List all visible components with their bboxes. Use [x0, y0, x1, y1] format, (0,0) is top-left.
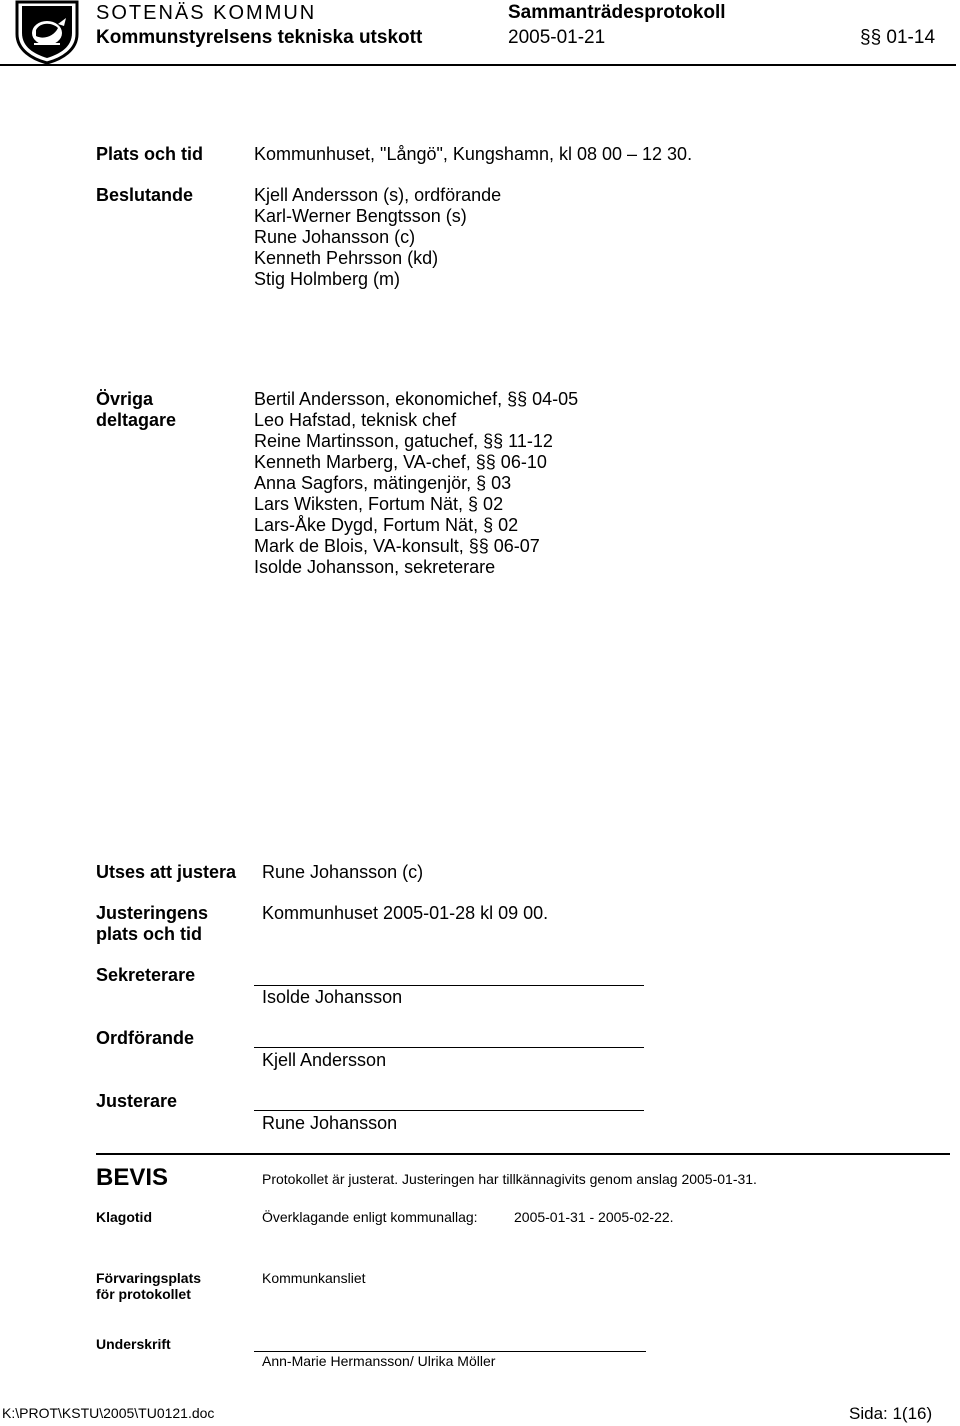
municipality-logo — [14, 0, 80, 64]
header-rule — [0, 64, 956, 66]
protocol-date: 2005-01-21 — [508, 27, 606, 48]
chair-label: Ordförande — [96, 1028, 195, 1048]
list-item: Kenneth Marberg, VA-chef, §§ 06-10 — [254, 452, 547, 472]
storage-value: Kommunkansliet — [262, 1270, 366, 1286]
list-item: Anna Sagfors, mätingenjör, § 03 — [254, 473, 512, 493]
appeal-text: Överklagande enligt kommunallag: — [262, 1209, 478, 1225]
list-item: Kenneth Pehrsson (kd) — [254, 248, 439, 268]
signature-names: Ann-Marie Hermansson/ Ulrika Möller — [262, 1353, 496, 1369]
appointed-value: Rune Johansson (c) — [262, 862, 424, 882]
list-item: Stig Holmberg (m) — [254, 269, 401, 289]
list-item: Kjell Andersson (s), ordförande — [254, 185, 502, 205]
secretary-signature-line — [254, 985, 644, 986]
signature-line — [254, 1351, 646, 1352]
committee-name: Kommunstyrelsens tekniska utskott — [96, 27, 423, 48]
appeal-period: 2005-01-31 - 2005-02-22. — [514, 1209, 674, 1225]
list-item: Rune Johansson (c) — [254, 227, 416, 247]
storage-label: Förvaringsplats för protokollet — [96, 1270, 202, 1302]
place-value: Kommunhuset, "Långö", Kungshamn, kl 08 00 – 12 30. — [254, 144, 693, 164]
secretary-name: Isolde Johansson — [262, 987, 403, 1007]
appointed-label: Utses att justera — [96, 862, 237, 882]
appeal-label: Klagotid — [96, 1209, 152, 1225]
adjustment-place-label: Justeringens plats och tid — [96, 903, 209, 944]
adjustment-place-value: Kommunhuset 2005-01-28 kl 09 00. — [262, 903, 549, 923]
list-item: Reine Martinsson, gatuchef, §§ 11-12 — [254, 431, 553, 451]
secretary-label: Sekreterare — [96, 965, 196, 985]
signature-label: Underskrift — [96, 1336, 171, 1352]
protocol-type: Sammanträdesprotokoll — [508, 2, 726, 23]
proof-rule — [96, 1153, 950, 1155]
adjuster-label: Justerare — [96, 1091, 178, 1111]
others-label: Övriga deltagare — [96, 389, 177, 430]
chair-signature-line — [254, 1047, 644, 1048]
place-label: Plats och tid — [96, 144, 204, 164]
list-item: Lars-Åke Dygd, Fortum Nät, § 02 — [254, 515, 519, 535]
list-item: Mark de Blois, VA-konsult, §§ 06-07 — [254, 536, 540, 556]
list-item: Karl-Werner Bengtsson (s) — [254, 206, 467, 226]
municipality-name: SOTENÄS KOMMUN — [96, 2, 317, 24]
list-item: Lars Wiksten, Fortum Nät, § 02 — [254, 494, 504, 514]
list-item: Leo Hafstad, teknisk chef — [254, 410, 457, 430]
chair-name: Kjell Andersson — [262, 1050, 387, 1070]
adjuster-signature-line — [254, 1110, 644, 1111]
list-item: Bertil Andersson, ekonomichef, §§ 04-05 — [254, 389, 579, 409]
file-path: K:\PROT\KSTU\2005\TU0121.doc — [2, 1405, 215, 1421]
deciding-members-list — [254, 185, 501, 290]
adjuster-name: Rune Johansson — [262, 1113, 398, 1133]
deciding-label: Beslutande — [96, 185, 194, 205]
paragraph-range: §§ 01-14 — [860, 27, 936, 48]
list-item: Isolde Johansson, sekreterare — [254, 557, 496, 577]
proof-text: Protokollet är justerat. Justeringen har tillkännagivits genom anslag 2005-01-31. — [262, 1171, 757, 1187]
others-list — [254, 389, 578, 578]
page-number: Sida: 1(16) — [849, 1404, 933, 1423]
proof-title: BEVIS — [96, 1164, 169, 1191]
